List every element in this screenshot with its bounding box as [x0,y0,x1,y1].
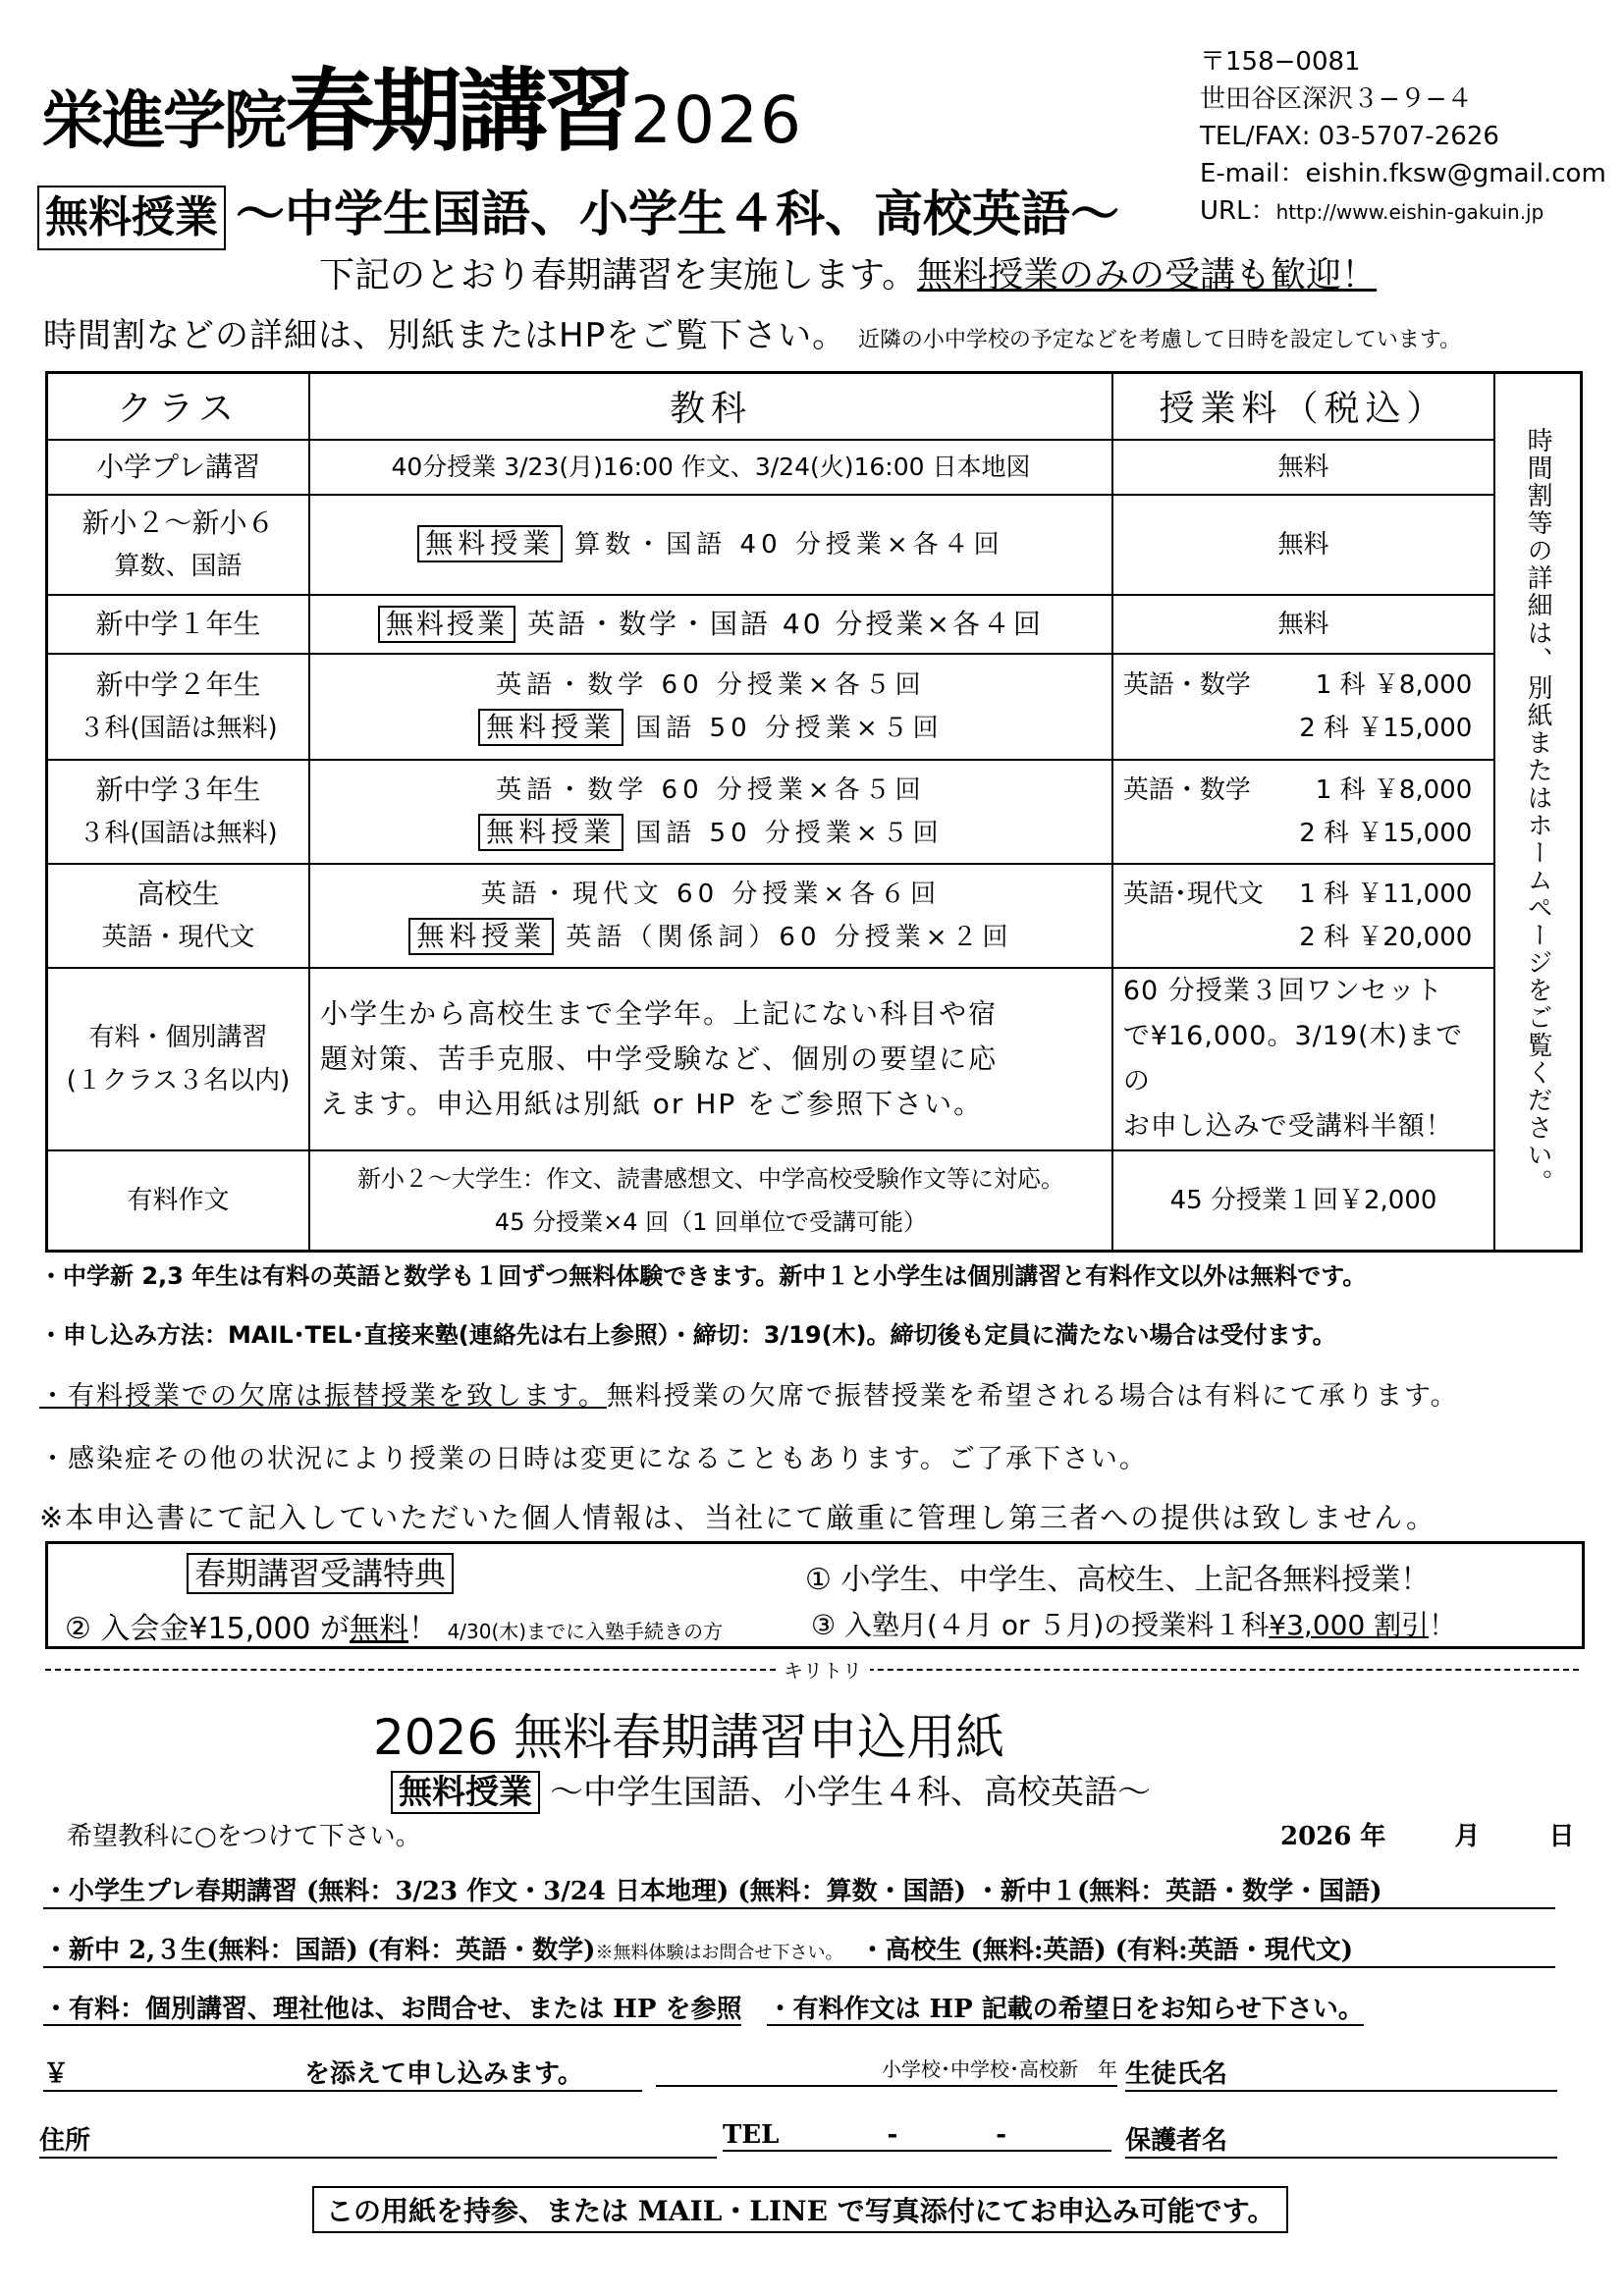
intro2-text: 時間割などの詳細は、別紙またはHPをご覧下さい。 [43,316,847,355]
intro-line [319,247,1377,297]
free-class-tag: 無料授業 [37,186,226,250]
address-field[interactable]: 住所 [39,2120,717,2159]
class-cell [47,968,310,1150]
class-cell [47,760,310,864]
class-line: 新小２〜新小６ [81,506,275,539]
form-subtitle-text: ～中学生国語、小学生４科、高校英語～ [550,1773,1151,1812]
class-line: ３科(国語は無料) [79,818,278,848]
table-row [47,864,1582,968]
address: 世田谷区深沢３−９−４ [1200,84,1473,114]
note-1: ・中学新 2,3 年生は有料の英語と数学も１回ずつ無料体験できます。新中１と小学生は個別講習と有料作文以外は無料です。 [39,1262,1367,1290]
benefit-2-note: 4/30(木)までに入塾手続きの方 [447,1620,724,1643]
subject-text: 国語 50 分授業×５回 [635,818,944,848]
subject-cell [309,864,1112,968]
option-line-1[interactable]: ・小学生プレ春期講習 (無料：3/23 作文・3/24 日本地理) (無料：算数・国語) ・新中１(無料：英語・数学・国語) [43,1871,1555,1909]
note-2: ・申し込み方法：MAIL･TEL･直接来塾(連絡先は右上参照）・締切：3/19(木)。締切後も定員に満たない場合は受付ます。 [39,1321,1336,1349]
table-row [47,440,1582,495]
school-title [41,39,803,169]
benefit-3-end: ！ [1429,1609,1457,1641]
subject-cell [309,595,1112,654]
class-line: 新中学３年生 [95,773,261,806]
subject-line: えます。申込用紙は別紙 or HP をご参照下さい。 [320,1087,984,1120]
subtitle-text: ～中学生国語、小学生４科、高校英語～ [236,186,1119,242]
fee-line: 60 分授業３回ワンセット [1122,975,1443,1006]
benefit-3 [811,1604,1456,1643]
date-month: 月 [1454,1822,1481,1851]
subject-cell [309,968,1112,1150]
table-row [47,1150,1582,1252]
class-line: ３科(国語は無料) [79,713,278,743]
subject-cell: 40分授業 3/23(月)16:00 作文、3/24(火)16:00 日本地図 [309,440,1112,495]
intro-text-a: 下記のとおり春期講習を実施します。 [319,255,918,295]
option-2-note: ※無料体験はお問合せ下さい。 [595,1943,835,1963]
email-row [1200,155,1606,192]
tel-sep: - [887,2120,898,2150]
note-3-underlined: ・有料授業での欠席は振替授業を致します。 [39,1381,607,1412]
col-header-subject: 教科 [309,373,1112,440]
free-class-tag: 無料授業 [378,606,515,643]
intro-text-b: 無料授業のみの受講も歓迎！ [917,255,1378,295]
note-3 [39,1374,1459,1413]
benefit-3-discount: ¥3,000 割引 [1269,1609,1430,1641]
postal-code: 〒158−0081 [1200,47,1361,77]
option-2b: ・高校生 (無料:英語) (有料:英語・現代文) [859,1936,1353,1965]
subject-text: 英語・数学・国語 40 分授業×各４回 [527,607,1044,640]
benefit-2-text: ② 入会金¥15,000 が [65,1612,351,1646]
free-class-tag: 無料授業 [408,918,554,955]
fee-cell [1112,654,1494,760]
subtitle [37,175,1119,250]
fee-amount: 1 科 ￥8,000 [1315,774,1473,805]
fee-cell: 無料 [1112,495,1494,595]
subject-line: 英語・数学 60 分授業×各５回 [496,669,926,700]
option-line-3[interactable] [43,1989,1364,2025]
col-header-class: クラス [47,373,310,440]
option-3b: ・有料作文は HP 記載の希望日をお知らせ下さい。 [767,1995,1364,2024]
form-title: 2026 無料春期講習申込用紙 [373,1709,1005,1766]
tel-fax: TEL/FAX: 03-5707-2626 [1200,122,1499,151]
class-line: 算数、国語 [114,551,243,581]
fee-field[interactable] [43,2054,642,2092]
course-table [45,371,1583,1253]
subject-line [320,707,1102,750]
url-row [1200,192,1606,231]
tel-sep: - [996,2120,1007,2150]
fee-line: で¥16,000。3/19(木)までの [1122,1020,1464,1096]
fee-cell: 無料 [1112,440,1494,495]
table-row [47,968,1582,1150]
class-cell [47,495,310,595]
free-class-tag: 無料授業 [478,814,623,851]
date-year: 2026 年 [1280,1822,1386,1851]
subject-text: 算数・国語 40 分授業×各４回 [574,529,1004,560]
option-line-2[interactable] [43,1930,1555,1968]
table-row [47,654,1582,760]
fee-attach-text: を添えて申し込みます。 [304,2059,583,2089]
form-date [1280,1816,1574,1852]
benefit-1: ① 小学生、中学生、高校生、上記各無料授業！ [805,1563,1431,1597]
course-name: 春期講習 [285,59,631,164]
form-subtitle [391,1765,1151,1813]
subject-cell [309,654,1112,760]
fee-amount: 1 科 ￥8,000 [1315,669,1473,700]
note-3-rest: 無料授業の欠席で振替授業を希望される場合は有料にて承ります。 [606,1381,1459,1412]
class-cell [47,864,310,968]
fee-label: 英語・数学 [1122,774,1251,805]
class-cell: 小学プレ講習 [47,440,310,495]
subject-text: 国語 50 分授業×５回 [635,713,944,743]
class-line: 高校生 [136,877,220,910]
class-cell: 新中学１年生 [47,595,310,654]
grade-field[interactable]: 小学校･中学校･高校新 年 [656,2054,1117,2087]
cut-label: キリトリ [776,1655,870,1683]
contact-block [1200,43,1606,231]
fee-cell [1112,864,1494,968]
fee-cell [1112,968,1494,1150]
subject-line [320,812,1102,855]
fee-label: 英語･現代文 [1122,879,1264,909]
subject-line: 題対策、苦手克服、中学受験など、個別の要望に応 [320,1041,999,1075]
fee-amount: 2 科 ￥20,000 [1299,922,1473,952]
fee-line: お申し込みで受講料半額！ [1122,1110,1453,1142]
email-link[interactable]: eishin.fksw@gmail.com [1305,159,1606,188]
subject-cell [309,760,1112,864]
subject-cell [309,495,1112,595]
col-header-fee: 授業料（税込） [1112,373,1494,440]
table-row [47,495,1582,595]
class-line: 有料・個別講習 [88,1022,268,1052]
date-day: 日 [1548,1822,1575,1851]
benefit-3-text: ③ 入塾月(４月 or ５月)の授業料１科 [811,1609,1270,1641]
subject-line [320,916,1102,959]
class-cell [47,654,310,760]
fee-amount: 2 科 ￥15,000 [1299,818,1473,848]
submission-note: この用紙を持参、または MAIL・LINE で写真添付にてお申込み可能です。 [312,2186,1288,2233]
fee-line [1123,664,1472,707]
url-link[interactable]: http://www.eishin-gakuin.jp [1275,200,1544,224]
note-5: ※本申込書にて記入していただいた個人情報は、当社にて厳重に管理し第三者への提供は致しません。 [39,1501,1437,1534]
email-label: E-mail： [1200,159,1306,188]
class-line: 新中学２年生 [95,667,261,701]
table-row [47,595,1582,654]
note-4: ・感染症その他の状況により授業の日時は変更になることもあります。ご了承下さい。 [39,1444,1148,1474]
table-header-row [47,373,1582,440]
intro2-small: 近隣の小中学校の予定などを考慮して日時を設定しています。 [857,328,1462,352]
free-class-tag: 無料授業 [391,1771,540,1814]
option-2a: ・新中 2,３生(無料：国語) (有料：英語・数学) [43,1936,596,1965]
fee-cell: 45 分授業１回￥2,000 [1112,1150,1494,1252]
tel-field[interactable] [723,2120,1111,2152]
url-label: URL： [1200,196,1276,226]
fee-line [1123,873,1472,916]
intro-line-2 [43,308,1461,356]
class-line: (１クラス３名以内) [66,1065,291,1095]
subject-cell [309,1150,1112,1252]
class-line: 英語・現代文 [101,922,255,952]
tel-label: TEL [723,2120,780,2150]
benefits-title: 春期講習受講特典 [187,1553,454,1594]
free-class-tag: 無料授業 [417,525,563,562]
fee-amount: 2 科 ￥15,000 [1299,713,1473,743]
school-name: 栄進学院 [41,85,285,158]
fee-cell [1112,760,1494,864]
yen-symbol: ￥ [43,2059,70,2089]
student-name-field[interactable]: 生徒氏名 [1125,2054,1557,2092]
benefit-2 [65,1604,723,1647]
side-note: 時間割等の詳細は、別紙またはホームページをご覧ください。 [1494,373,1581,1252]
subject-line: 新小２〜大学生：作文、読書感想文、中学高校受験作文等に対応。 [356,1164,1064,1193]
subject-text: 英語（関係詞）60 分授業×２回 [566,922,1013,952]
free-class-tag: 無料授業 [478,709,623,746]
course-year: 2026 [630,82,803,158]
subject-line: 英語・数学 60 分授業×各５回 [496,774,926,805]
guardian-name-field[interactable]: 保護者名 [1125,2120,1557,2159]
fee-cell: 無料 [1112,595,1494,654]
fee-amount: 1 科 ￥11,000 [1299,879,1473,909]
option-3a: ・有料：個別講習、理社他は、お問合せ、または HP を参照 [43,1995,742,2024]
subject-line: 英語・現代文 60 分授業×各６回 [480,879,942,909]
benefit-2-end: ！ [408,1612,439,1646]
benefit-2-free: 無料 [350,1612,409,1646]
table-row [47,760,1582,864]
subject-line: 45 分授業×4 回（1 回単位で受講可能） [494,1207,927,1236]
class-cell: 有料作文 [47,1150,310,1252]
fee-line [1123,769,1472,812]
subject-line: 小学生から高校生まで全学年。上記にない科目や宿 [320,996,999,1030]
form-instruction: 希望教科に○をつけて下さい。 [67,1822,421,1851]
fee-label: 英語・数学 [1122,669,1251,700]
